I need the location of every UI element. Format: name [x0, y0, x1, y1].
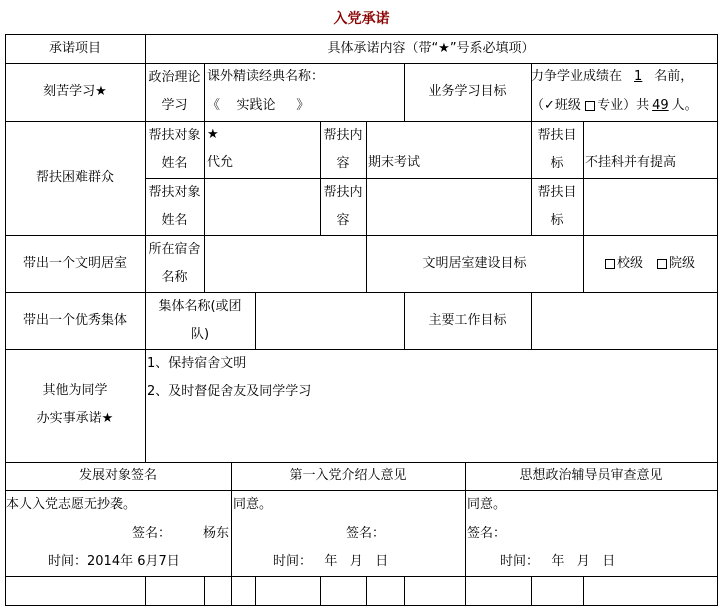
other-label-line1: 其他为同学 — [42, 383, 108, 398]
collective-name-line2: 队) — [190, 326, 210, 342]
content-line1: 帮扶内 — [323, 127, 363, 143]
help-name-value: 代允 — [207, 155, 234, 170]
dorm-label: 带出一个文明居室 — [22, 255, 127, 271]
content-line1: 帮扶内 — [323, 184, 363, 200]
counselor-sign-label: 签名： — [467, 526, 507, 541]
dorm-level-options — [583, 235, 717, 292]
politics-line1: 政治理论 — [148, 70, 201, 85]
college-level-checkbox[interactable] — [657, 259, 667, 269]
signoff-col2-header: 第一入党介绍人意见 — [289, 468, 407, 483]
goal-line2: 标 — [550, 155, 564, 171]
total-suffix: 人。 — [671, 98, 698, 113]
rank-suffix: 名前， — [654, 69, 694, 84]
help-goal-label-1 — [531, 121, 583, 178]
room-line2: 名称 — [161, 269, 188, 285]
content-line2: 容 — [336, 155, 350, 171]
introducer-opinion: 同意。 — [233, 497, 273, 512]
help-goal-value: 不挂科并有提高 — [585, 155, 677, 170]
help-target-label-1 — [145, 121, 204, 178]
applicant-signature: 杨东 — [203, 526, 230, 541]
collective-name-line1: 集体名称(或团 — [158, 298, 242, 314]
introducer-sign-label: 签名： — [346, 526, 386, 541]
header-item-cell: 承诺项目 — [48, 40, 101, 56]
help-content-label-2 — [320, 178, 366, 235]
pledge-text: 本人入党志愿无抄袭。 — [6, 497, 137, 512]
school-level-label: 校级 — [616, 255, 643, 271]
help-name-star: ★ — [207, 127, 219, 142]
room-line1: 所在宿舍 — [148, 241, 201, 257]
class-check-mark: ✓ — [544, 98, 555, 113]
collective-label: 带出一个优秀集体 — [22, 312, 127, 328]
goal-line1: 帮扶目 — [537, 184, 577, 200]
introducer-time: 时间： 年 月 日 — [273, 554, 389, 569]
goal-line1: 帮扶目 — [537, 127, 577, 143]
dorm-goal-label: 文明居室建设目标 — [422, 255, 527, 271]
signoff-col1-header: 发展对象签名 — [78, 468, 157, 483]
rank-line — [531, 63, 693, 91]
help-label: 帮扶困难群众 — [35, 170, 114, 185]
counselor-opinion: 同意。 — [467, 497, 507, 512]
college-level-label: 院级 — [669, 255, 696, 271]
other-label — [5, 370, 145, 440]
page-title: 入党承诺 — [333, 11, 390, 27]
target-line2: 姓名 — [161, 155, 188, 171]
other-item-2: 2、及时督促舍友及同学学习 — [147, 384, 312, 399]
collective-name-label — [145, 292, 255, 349]
content-line2: 容 — [336, 212, 350, 228]
rank-prefix: 力争学业成绩在 — [531, 69, 623, 84]
signoff-col3-header: 思想政治辅导员审查意见 — [519, 468, 663, 483]
rank-line2-pre: （ — [531, 98, 545, 113]
applicant-time: 时间：2014年 6月7日 — [48, 554, 180, 569]
reading-line1: 课外精读经典名称： — [207, 69, 325, 84]
counselor-time: 时间： 年 月 日 — [500, 554, 616, 569]
help-goal-label-2 — [531, 178, 583, 235]
help-content-value: 期末考试 — [368, 155, 421, 170]
applicant-sign-label: 签名： — [132, 526, 172, 541]
total-value: 49 — [652, 98, 669, 113]
target-line1: 帮扶对象 — [148, 184, 201, 200]
major-checkbox[interactable] — [585, 101, 595, 111]
other-label-line2: 办实事承诺★ — [36, 411, 114, 426]
help-content-label-1 — [320, 121, 366, 178]
dorm-room-label — [145, 235, 204, 292]
help-target-label-2 — [145, 178, 204, 235]
politics-line2: 学习 — [161, 98, 188, 113]
rank-value: 1 — [634, 69, 643, 84]
major-label: 专业）共 — [597, 98, 650, 113]
class-label: 班级 — [554, 98, 581, 113]
other-item-1: 1、保持宿舍文明 — [147, 356, 247, 371]
rank-line2 — [531, 92, 698, 120]
goal-line2: 标 — [550, 212, 564, 228]
target-line2: 姓名 — [161, 212, 188, 228]
study-label: 刻苦学习★ — [43, 84, 107, 99]
reading-line2: 《 实践论 》 — [207, 98, 310, 113]
header-content-cell: 具体承诺内容（带“★”号系必填项） — [327, 40, 535, 56]
politics-study-label — [145, 63, 204, 121]
target-line1: 帮扶对象 — [148, 127, 201, 143]
school-level-checkbox[interactable] — [605, 259, 615, 269]
study-goal-label: 业务学习目标 — [428, 84, 507, 99]
collective-goal-label: 主要工作目标 — [428, 312, 507, 328]
